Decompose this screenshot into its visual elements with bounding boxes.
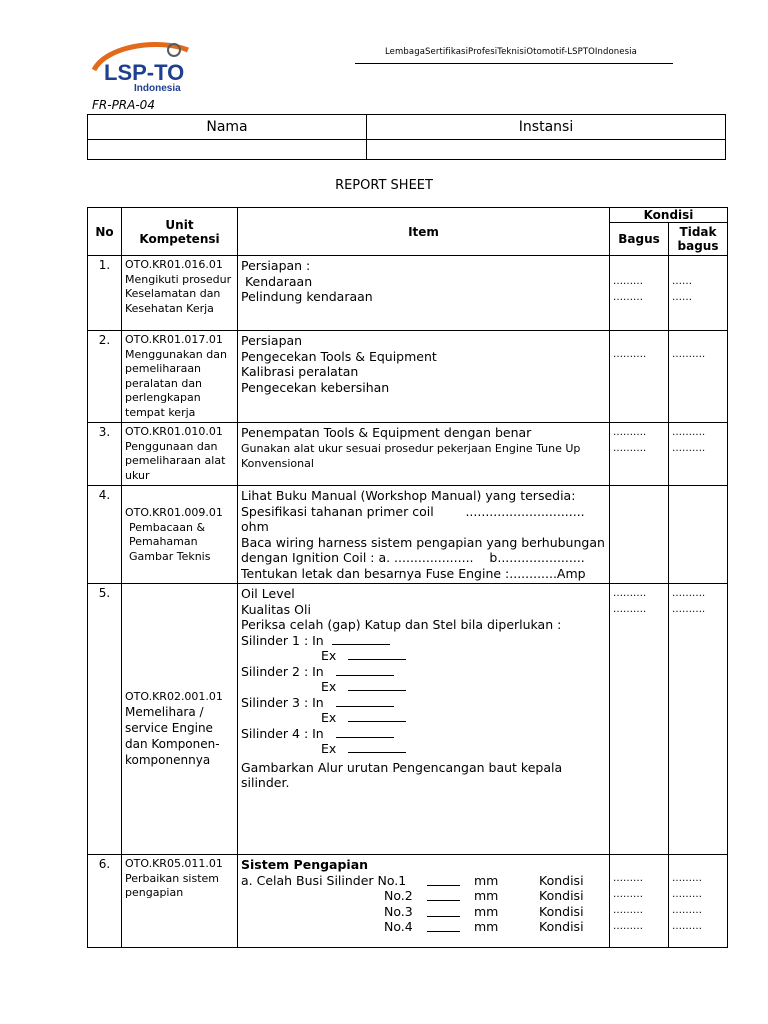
tidak-bagus-field[interactable]: ………. [672,604,706,615]
col-no: No [88,208,122,256]
row-no: 6. [88,855,122,948]
tidak-bagus-field[interactable]: ………. [672,427,706,438]
unit-name: Memelihara / service Engine dan Komponen-komponennya [125,705,220,768]
bagus-field[interactable]: ……… [613,921,643,932]
header-rule [355,63,673,64]
cylinder-label: Silinder 1 : In [241,632,324,648]
plug-label: No.3 [384,903,413,919]
table-row [88,423,728,486]
exhaust-gap-field[interactable] [348,681,406,691]
name-header: Nama [88,115,367,140]
plug-label: No.2 [384,888,413,903]
mm-label: mm [474,903,499,919]
table-row [88,486,728,584]
report-table [87,207,728,948]
name-field[interactable] [88,140,367,160]
kondisi-label: Kondisi [539,903,584,919]
kondisi-label: Kondisi [539,888,584,903]
logo-sub: Indonesia [134,83,181,94]
exhaust-gap-field[interactable] [348,743,406,753]
cylinder-label: Silinder 4 : In [241,725,324,741]
kondisi-label: Kondisi [539,872,584,888]
unit-code: OTO.KR01.009.01 [125,506,223,519]
tidak-bagus-field[interactable]: ………. [672,588,706,599]
item-line: Periksa celah (gap) Katup dan Stel bila diperlukan : [241,617,562,632]
row-no: 4. [88,486,122,584]
lspto-logo [88,36,198,98]
unit-name: Mengikuti prosedur Keselamatan dan Kesehatan Kerja [125,272,232,315]
unit-code: OTO.KR01.010.01 [125,425,223,438]
mm-label: mm [474,872,499,888]
col-unit: Unit Kompetensi [122,208,238,256]
plug-gap-field[interactable] [427,907,460,917]
ex-label: Ex [321,679,337,694]
bagus-field[interactable]: ………. [613,349,647,360]
unit-code: OTO.KR05.011.01 [125,857,223,870]
bagus-field[interactable]: ………. [613,604,647,615]
sheet-title: REPORT SHEET [335,178,433,193]
tidak-bagus-field[interactable]: …… [672,292,692,303]
table-row [88,855,728,948]
mm-label: mm [474,888,499,903]
table-row [88,331,728,423]
ex-label: Ex [321,710,337,725]
tidak-bagus-field[interactable]: ……… [672,889,702,900]
section-heading: Sistem Pengapian [241,857,369,872]
form-code: FR-PRA-04 [92,98,155,112]
plug-label: a. Celah Busi Silinder No.1 [241,872,407,888]
intake-gap-field[interactable] [336,697,394,707]
table-row [88,256,728,331]
cylinder-label: Silinder 3 : In [241,694,324,710]
item-line: Baca wiring harness sistem pengapian yang berhubungan [241,534,605,550]
col-kondisi: Kondisi [610,208,728,223]
row-no: 2. [88,331,122,423]
item-line: Pengecekan kebersihan [241,379,390,395]
plug-gap-field[interactable] [427,922,460,932]
col-tidak-bagus: Tidak bagus [669,223,728,256]
item-line: Spesifikasi tahanan primer coil .............................. [241,503,585,519]
unit-name: Pembacaan & Pemahaman Gambar Teknis [129,520,211,563]
unit-name: Penggunaan dan pemeliharaan alat ukur [125,439,226,482]
item-line: Kalibrasi peralatan [241,364,359,379]
logo-text: LSP-TO [104,60,185,85]
tidak-bagus-field[interactable]: …… [672,276,692,287]
tidak-bagus-field[interactable]: ……… [672,873,702,884]
col-item: Item [238,208,610,256]
unit-code: OTO.KR01.017.01 [125,333,223,346]
col-bagus: Bagus [610,223,669,256]
plug-label: No.4 [384,919,413,934]
item-line: dengan Ignition Coil : a. .................... b...................... [241,550,585,565]
tidak-bagus-field[interactable]: ……… [672,921,702,932]
tidak-bagus-field[interactable]: ……… [672,905,702,916]
organization-name: LembagaSertifikasiProfesiTeknisiOtomotif-LSPTOIndonesia [385,47,637,57]
item-line: Gunakan alat ukur sesuai prosedur pekerjaan Engine Tune Up Konvensional [241,441,581,470]
cylinder-label: Silinder 2 : In [241,663,324,679]
bagus-field[interactable]: ……… [613,873,643,884]
intake-gap-field[interactable] [336,728,394,738]
unit-name: Perbaikan sistem pengapian [125,871,220,899]
tidak-bagus-field[interactable]: ………. [672,349,706,360]
institution-field[interactable] [367,140,726,160]
bagus-field[interactable]: ……… [613,292,643,303]
bagus-field[interactable]: ………. [613,443,647,454]
bagus-field[interactable]: ………. [613,588,647,599]
bagus-field[interactable]: ……… [613,905,643,916]
item-line: Pengecekan Tools & Equipment [241,348,437,364]
plug-gap-field[interactable] [427,876,460,886]
unit-name: Menggunakan dan pemeliharaan peralatan dan perlengkapan tempat kerja [125,347,227,419]
item-line: Pelindung kendaraan [241,289,373,304]
row-no: 1. [88,256,122,331]
tidak-bagus-field[interactable]: ………. [672,443,706,454]
kondisi-label: Kondisi [539,919,584,934]
ex-label: Ex [321,648,337,663]
unit-code: OTO.KR02.001.01 [125,689,223,703]
item-line: ohm [241,519,269,534]
item-line: Gambarkan Alur urutan Pengencangan baut kepala silinder. [241,759,563,790]
exhaust-gap-field[interactable] [348,712,406,722]
row-no: 3. [88,423,122,486]
item-line: Persiapan : [241,258,311,273]
intake-gap-field[interactable] [332,635,390,645]
institution-header: Instansi [367,115,726,140]
bagus-field[interactable]: ……… [613,276,643,287]
item-line: Kualitas Oli [241,601,311,617]
bagus-field[interactable]: ……… [613,889,643,900]
intake-gap-field[interactable] [336,666,394,676]
identity-table [87,114,726,160]
item-line: Penempatan Tools & Equipment dengan benar [241,425,532,440]
item-line: Persiapan [241,333,303,348]
ex-label: Ex [321,741,337,756]
unit-code: OTO.KR01.016.01 [125,258,223,271]
bagus-field[interactable]: ………. [613,427,647,438]
item-line: Oil Level [241,586,295,601]
item-line: Kendaraan [241,273,313,289]
item-line: Lihat Buku Manual (Workshop Manual) yang tersedia: [241,488,576,503]
mm-label: mm [474,919,499,934]
row-no: 5. [88,584,122,855]
table-row [88,584,728,855]
exhaust-gap-field[interactable] [348,650,406,660]
item-line: Tentukan letak dan besarnya Fuse Engine :............Amp [241,565,586,581]
plug-gap-field[interactable] [427,891,460,901]
